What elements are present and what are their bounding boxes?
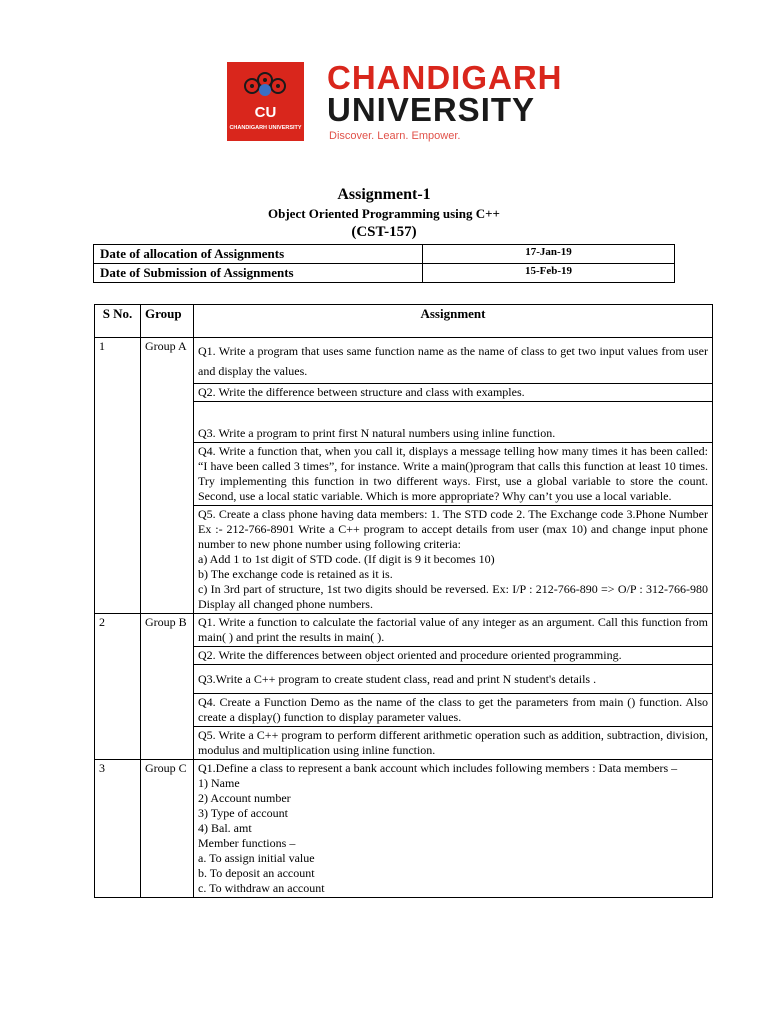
header-row xyxy=(95,305,713,338)
row-group: Group B xyxy=(141,614,194,760)
question-cell: Q1. Write a function to calculate the factorial value of any integer as an argument. Call this function from main( ) and print the results in main( ). xyxy=(194,614,713,647)
row-sno: 3 xyxy=(95,760,141,898)
table-row xyxy=(94,264,675,283)
submission-date: 15-Feb-19 xyxy=(423,264,675,283)
gear-icon xyxy=(240,68,290,104)
logo-small-text: CHANDIGARH UNIVERSITY xyxy=(229,125,302,131)
question-cell: Q3. Write a program to print first N natural numbers using inline function. xyxy=(194,402,713,443)
table-row xyxy=(94,245,675,264)
allocation-label: Date of allocation of Assignments xyxy=(94,245,423,264)
allocation-date: 17-Jan-19 xyxy=(423,245,675,264)
row-sno: 2 xyxy=(95,614,141,760)
table-row xyxy=(95,338,713,384)
logo-name-line1: CHANDIGARH xyxy=(327,59,563,96)
logo-emblem xyxy=(227,62,304,141)
row-group: Group A xyxy=(141,338,194,614)
question-cell: Q3.Write a C++ program to create student class, read and print N student's details . xyxy=(194,665,713,694)
question-cell: Q2. Write the difference between structure and class with examples. xyxy=(194,384,713,402)
assignment-title: Assignment-1 xyxy=(337,186,431,203)
table-row xyxy=(95,760,713,898)
assignment-table xyxy=(94,304,713,898)
question-cell: Q1.Define a class to represent a bank account which includes following members : Data members – 1) Name 2) Account number 3) Type of account 4) Bal. amt Member functions – a. To assign initial value b. To deposit an account c. To withdraw an account xyxy=(194,760,713,898)
question-cell: Q4. Create a Function Demo as the name of the class to get the parameters from main () function. Also create a display() function to display parameter values. xyxy=(194,694,713,727)
logo-cu-text: CU xyxy=(254,104,277,121)
submission-label: Date of Submission of Assignments xyxy=(94,264,423,283)
logo-tagline: Discover. Learn. Empower. xyxy=(329,130,461,142)
university-logo xyxy=(227,60,577,150)
question-cell: Q5. Create a class phone having data members: 1. The STD code 2. The Exchange code 3.Phone Number Ex :- 212-766-8901 Write a C++ program to accept details from user (max 10) and change input phone number to new phone number using following criteria: a) Add 1 to 1st digit of STD code. (If digit is 9 it becomes 10) b) The exchange code is retained as it is. c) In 3rd part of structure, 1st two digits should be reversed. Ex: I/P : 212-766-890 => O/P : 312-766-980 Display all changed phone numbers. xyxy=(194,506,713,614)
column-header-assignment: Assignment xyxy=(194,305,713,338)
question-cell: Q1. Write a program that uses same function name as the name of class to get two input values from user and display the values. xyxy=(194,338,713,384)
question-cell: Q4. Write a function that, when you call it, displays a message telling how many times it has been called: “I have been called 3 times”, for instance. Write a main()program that calls this function at least 10 times. Try implementing this function in two different ways. First, use a global variable to store the count. Second, use a local static variable. Which is more appropriate? Why can’t you use a local variable. xyxy=(194,443,713,506)
logo-name-line2: UNIVERSITY xyxy=(327,91,536,128)
table-row xyxy=(95,614,713,647)
question-cell: Q2. Write the differences between object oriented and procedure oriented programming. xyxy=(194,647,713,665)
row-group: Group C xyxy=(141,760,194,898)
course-subtitle: Object Oriented Programming using C++ xyxy=(268,206,500,221)
question-cell: Q5. Write a C++ program to perform different arithmetic operation such as addition, subtraction, division, modulus and multiplication using inline function. xyxy=(194,727,713,760)
course-code: (CST-157) xyxy=(351,224,417,240)
column-header-sno: S No. xyxy=(95,305,141,338)
row-sno: 1 xyxy=(95,338,141,614)
column-header-group: Group xyxy=(141,305,194,338)
dates-table xyxy=(93,244,675,283)
